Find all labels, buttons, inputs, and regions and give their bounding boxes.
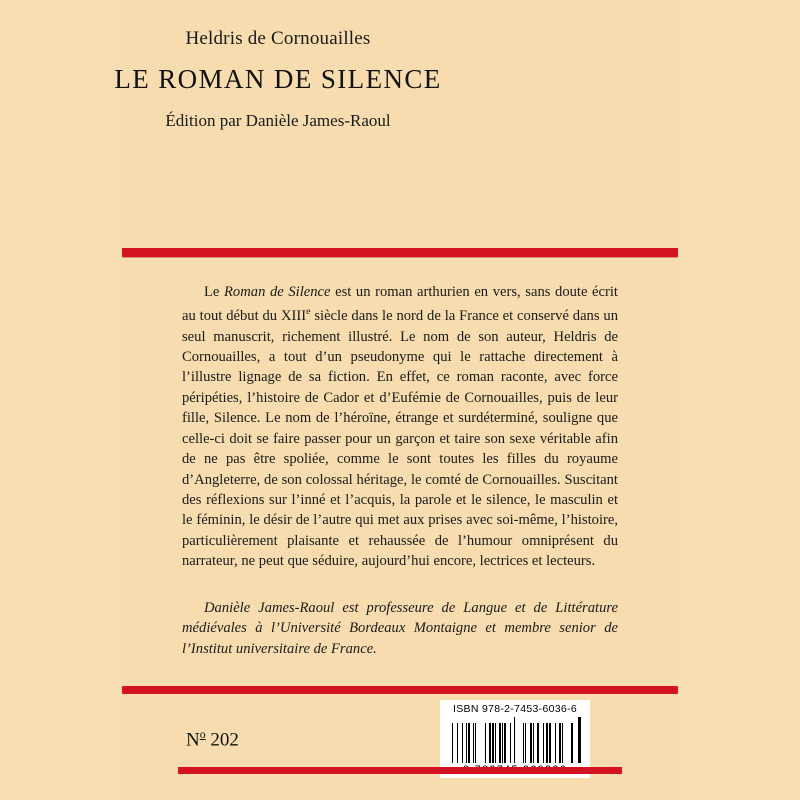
collection-number-prefix: N — [186, 729, 200, 751]
book-title: LE ROMAN DE SILENCE — [114, 64, 442, 94]
isbn-value: 978-2-7453-6036-6 — [481, 703, 577, 715]
cover-right-margin — [678, 0, 800, 800]
collection-number-suffix: o — [199, 728, 206, 741]
footer-red-rule — [178, 767, 622, 774]
blurb-title-italic: Roman de Silence — [224, 284, 331, 300]
isbn-line — [444, 703, 586, 715]
book-blurb — [182, 282, 618, 572]
collection-number — [186, 728, 239, 751]
author-bio: Danièle James-Raoul est professeure de Langue et de Littérature médiévales à l’Université Bordeaux Montaigne et membre senior de l’Institut universitaire de France. — [182, 600, 618, 657]
blurb-part-3: siècle dans le nord de la France et conservé dans un seul manuscrit, richement illustré. Le nom de son auteur, Heldris de Cornouailles, a tout d’un pseudonyme qui le rattache directement à l’illustre lignage de sa fiction. En effet, ce roman raconte, avec force péripéties, l’histoire de Cador et d’Eufémie de Cornouailles, puis de leur fille, Silence. Le nom de l’héroïne, étrange et surdéterminé, souligne que celle-ci doit se faire passer pour un garçon et taire son sexe véritable afin de ne pas être spoliée, comme le sont toutes les filles du royaume d’Angleterre, de son colossal héritage, le comté de Cornouailles. Suscitant des réflexions sur l’inné et l’acquis, la parole et le silence, le masculin et le féminin, le désir de l’autre qui met aux prises avec soi-même, l’histoire, particulièrement plaisante et rehaussée de l’humour omniprésent du narrateur, ne peut que séduire, aujourd’hui encore, lectrices et lecteurs. — [182, 308, 618, 570]
barcode-bars — [444, 717, 586, 763]
blurb-ordinal-superscript: e — [306, 306, 311, 318]
bottom-red-rule — [122, 686, 678, 694]
book-author: Heldris de Cornouailles — [185, 28, 371, 49]
cover-header — [0, 28, 556, 131]
book-editor: Édition par Danièle James-Raoul — [165, 111, 391, 130]
blurb-part-1: Le — [204, 284, 225, 300]
top-red-rule — [122, 248, 678, 257]
collection-number-value: 202 — [205, 729, 239, 751]
isbn-label: ISBN — [453, 703, 479, 715]
blurb-part-2: est un roman arthurien en vers, sans doute écrit au tout début du XIII — [182, 284, 618, 325]
